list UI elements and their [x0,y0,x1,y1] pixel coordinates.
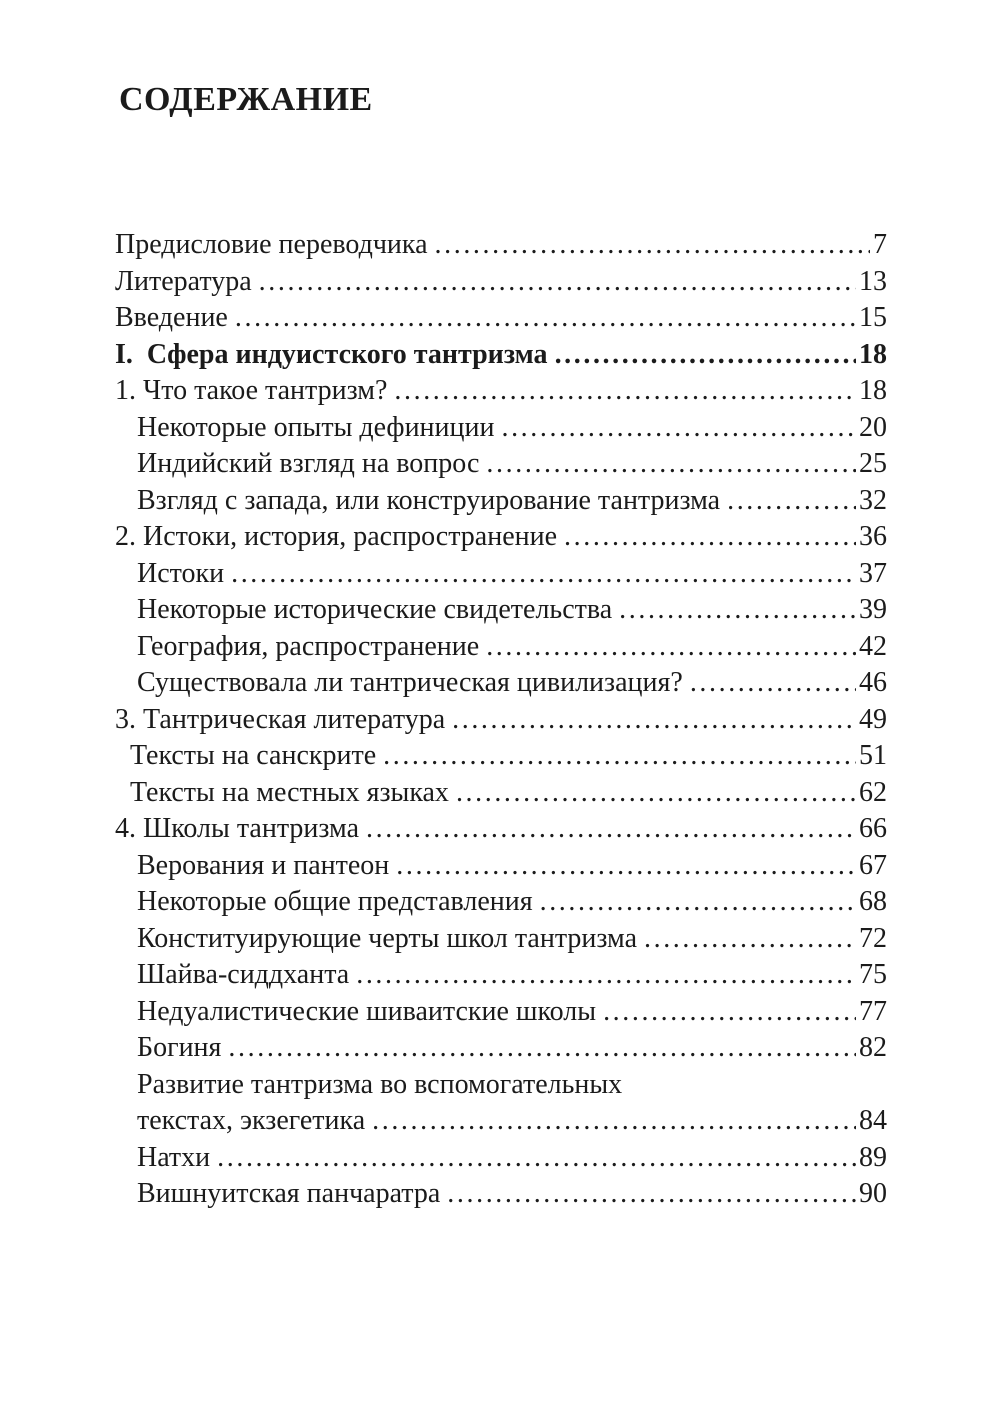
toc-leader-dots [564,519,856,556]
toc-leader-dots [259,264,856,301]
toc-leader-dots [366,811,856,848]
toc-entry-page: 25 [859,448,887,479]
toc-entry-title: Богиня [137,1032,222,1063]
toc-entry-page: 90 [859,1178,887,1209]
toc-leader-dots [228,1030,856,1067]
toc-leader-dots [372,1103,856,1140]
toc-entry-title: Введение [115,302,228,333]
toc-entry-page: 82 [859,1032,887,1063]
toc-entry-title: Вишнуитская панчаратра [137,1178,441,1209]
toc-entry-page: 68 [859,886,887,917]
toc-entry-title: Некоторые исторические свидетельства [137,594,613,625]
toc-entry-title: Взгляд с запада, или конструирование тантризма [137,484,721,516]
toc-leader-dots [447,1176,856,1213]
toc-entry-title: Конституирующие черты школ тантризма [137,922,637,954]
toc-leader-dots [540,884,856,921]
toc-leader-dots [356,957,856,994]
toc-leader-dots [452,702,856,739]
toc-entry-title: Существовала ли тантрическая цивилизация? [137,667,683,698]
toc-entry [115,738,887,775]
toc-entry-title: Индийский взгляд на вопрос [137,448,480,479]
toc-entry-title: Шайва-сиддханта [137,959,350,990]
toc-leader-dots [486,446,856,483]
toc-entry-page: 18 [859,375,887,406]
toc-entry-title: Недуалистические шиваитские школы [137,995,597,1027]
toc-entry-page: 67 [859,849,887,881]
toc-entry [115,373,887,410]
toc-entry-title: 3. Тантрическая литература [115,703,446,735]
toc-entry [115,519,887,556]
toc-entry-title: Натхи [137,1141,211,1173]
toc-leader-dots [690,665,856,702]
toc-entry-page: 62 [859,776,887,808]
toc-entry [115,702,887,739]
toc-entry-title: I. Сфера индуистского тантризма [115,338,548,370]
toc-entry [115,848,887,885]
toc-leader-dots [217,1140,856,1177]
toc-entry [115,1140,887,1177]
toc-entry-page: 49 [859,703,887,735]
toc-entry-title: Тексты на санскрите [130,740,377,771]
page-title: СОДЕРЖАНИЕ [119,81,373,118]
toc-leader-dots [501,410,856,447]
toc-leader-dots [435,227,870,264]
toc-entry-title: 2. Истоки, история, распространение [115,521,558,552]
toc-entry-title: Предисловие переводчика [115,229,428,260]
toc-leader-dots [555,337,856,374]
toc-entry-page: 66 [859,813,887,844]
toc-leader-dots [456,775,856,812]
toc-entry [115,592,887,629]
toc-leader-dots [231,556,856,593]
toc-entry-page: 42 [859,630,887,662]
toc-entry-title: Развитие тантризма во вспомогательных [137,1068,623,1100]
toc-leader-dots [644,921,856,958]
toc-entry-title: География, распространение [137,630,480,662]
toc-leader-dots [383,738,856,775]
toc-entry-page: 37 [859,557,887,589]
toc-entry-page: 39 [859,594,887,625]
toc-entry-page: 46 [859,667,887,698]
toc-entry-page: 84 [859,1105,887,1136]
toc-entry [115,337,887,374]
toc-entry [115,264,887,301]
toc-list [115,227,887,1213]
toc-entry [115,775,887,812]
toc-entry [115,994,887,1031]
toc-entry-title: Некоторые общие представления [137,886,533,917]
toc-leader-dots [619,592,856,629]
toc-entry [115,1030,887,1067]
toc-entry [115,556,887,593]
toc-entry-page: 7 [873,229,887,260]
toc-entry-page: 89 [859,1141,887,1173]
toc-entry-page: 15 [859,302,887,333]
toc-entry-page: 51 [859,740,887,771]
toc-entry-page: 75 [859,959,887,990]
toc-entry-page: 20 [859,411,887,443]
toc-leader-dots [727,483,856,520]
toc-entry-title: Некоторые опыты дефиниции [137,411,495,443]
toc-entry-title: Истоки [137,557,225,589]
toc-entry [115,1067,887,1104]
toc-leader-dots [235,300,856,337]
toc-entry-page: 72 [859,922,887,954]
toc-entry-page: 13 [859,265,887,297]
toc-entry [115,811,887,848]
toc-entry [115,884,887,921]
toc-entry-title: 1. Что такое тантризм? [115,375,388,406]
toc-entry-page: 32 [859,484,887,516]
toc-entry [115,446,887,483]
toc-entry [115,1176,887,1213]
toc-leader-dots [603,994,856,1031]
toc-entry-page: 36 [859,521,887,552]
toc-entry [115,921,887,958]
toc-entry-page: 18 [859,338,887,370]
toc-leader-dots [396,848,856,885]
toc-entry-page: 77 [859,995,887,1027]
toc-entry [115,483,887,520]
toc-entry [115,957,887,994]
toc-entry-title: текстах, экзегетика [137,1105,366,1136]
toc-leader-dots [486,629,856,666]
toc-entry [115,410,887,447]
toc-leader-dots [394,373,856,410]
toc-entry [115,629,887,666]
toc-entry-title: 4. Школы тантризма [115,813,360,844]
toc-entry-title: Тексты на местных языках [130,776,449,808]
toc-entry-title: Верования и пантеон [137,849,390,881]
toc-entry [115,227,887,264]
toc-entry [115,665,887,702]
toc-entry [115,300,887,337]
toc-entry-title: Литература [115,265,252,297]
toc-entry [115,1103,887,1140]
